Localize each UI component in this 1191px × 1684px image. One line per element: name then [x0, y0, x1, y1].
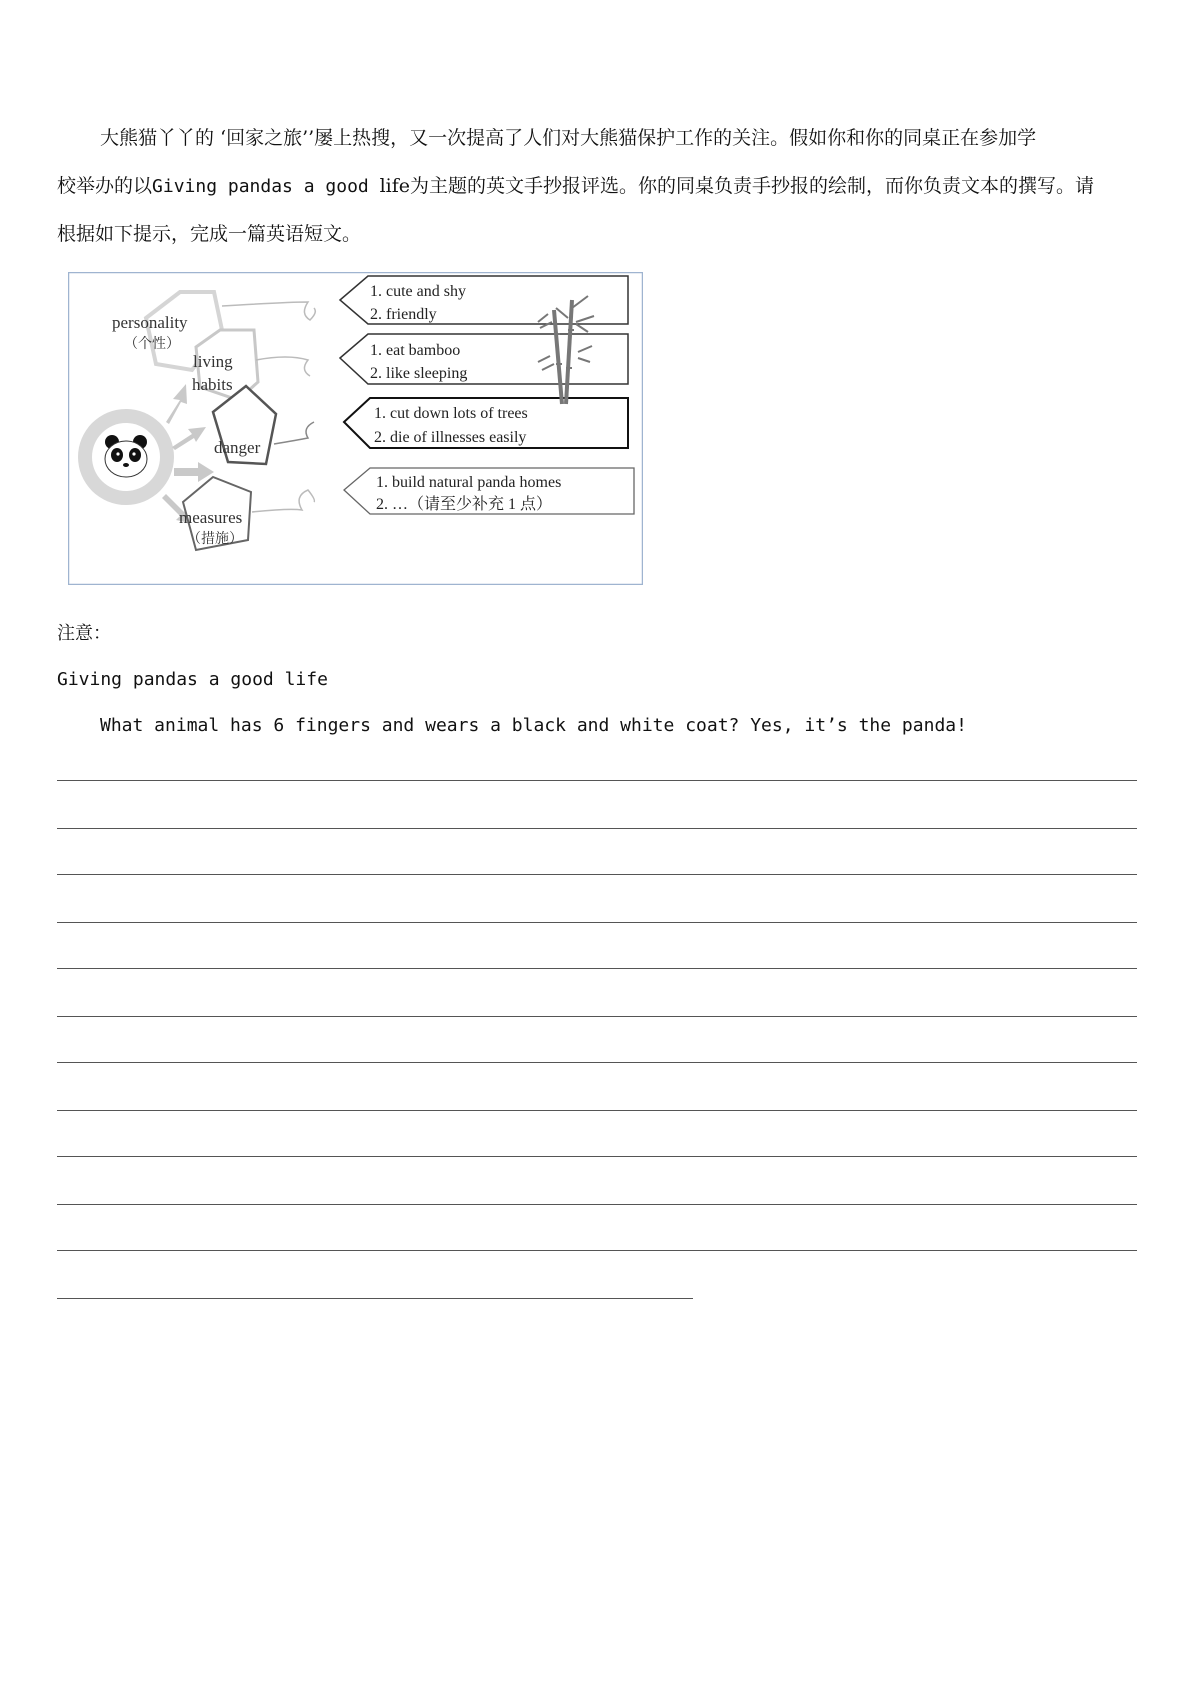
answer-line[interactable]	[57, 780, 1137, 781]
panda-mind-map-figure	[68, 272, 643, 585]
intro-line-3: 根据如下提示，完成一篇英语短文。	[57, 223, 362, 245]
intro-line-2: 校举办的以Giving pandas a good life为主题的英文手抄报评选。你的同桌负责手抄报的绘制，而你负责文本的撰写。请	[57, 175, 1095, 197]
answer-line[interactable]	[57, 1110, 1137, 1111]
answer-line[interactable]	[57, 1298, 693, 1299]
box-item: 2. friendly	[370, 306, 437, 323]
answer-line[interactable]	[57, 1016, 1137, 1017]
note-label: 注意：	[57, 623, 111, 644]
box-item: 2. …（请至少补充 1 点）	[376, 496, 553, 513]
answer-line[interactable]	[57, 874, 1137, 875]
category-label: danger	[214, 438, 261, 457]
box-item: 1. eat bamboo	[370, 342, 461, 359]
answer-line[interactable]	[57, 968, 1137, 969]
category-label: measures	[179, 508, 243, 527]
box-item: 2. die of illnesses easily	[374, 429, 527, 446]
answer-line[interactable]	[57, 922, 1137, 923]
answer-line[interactable]	[57, 1250, 1137, 1251]
intro-line-1: 大熊猫丫丫的 ‘回家之旅’’屡上热搜，又一次提高了人们对大熊猫保护工作的关注。假如你和你的同桌正在参加学	[100, 127, 1037, 149]
answer-line[interactable]	[57, 1156, 1137, 1157]
essay-opening: What animal has 6 fingers and wears a black and white coat? Yes, it’s the panda!	[100, 715, 967, 736]
answer-line[interactable]	[57, 1062, 1137, 1063]
essay-title: Giving pandas a good life	[57, 669, 328, 690]
answer-line[interactable]	[57, 828, 1137, 829]
answer-line[interactable]	[57, 1204, 1137, 1205]
category-label: living	[193, 352, 233, 371]
category-sub: （个性）	[124, 337, 180, 352]
box-item: 2. like sleeping	[370, 365, 468, 382]
category-label: personality	[112, 313, 188, 332]
category-label: habits	[192, 375, 233, 394]
box-item: 1. build natural panda homes	[376, 474, 562, 491]
category-sub: （措施）	[187, 532, 243, 547]
box-item: 1. cut down lots of trees	[374, 405, 528, 422]
box-item: 1. cute and shy	[370, 283, 466, 300]
